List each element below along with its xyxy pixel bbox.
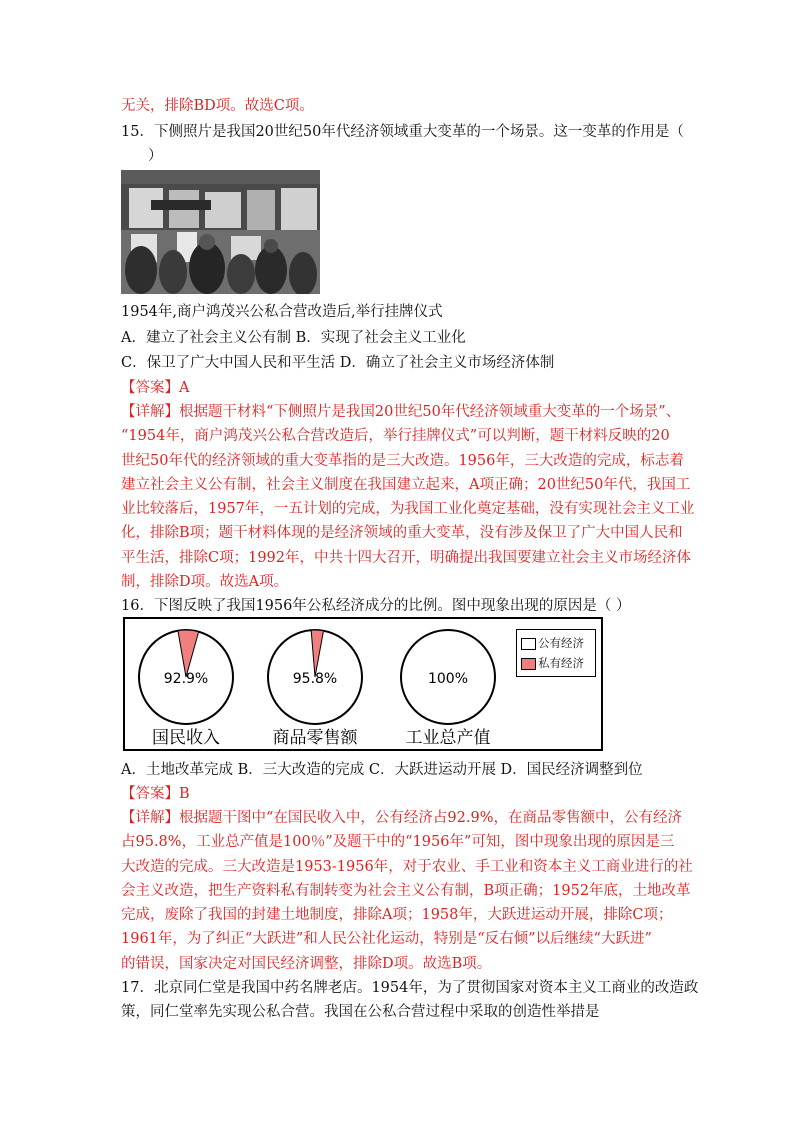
pie-industrial-output: [398, 627, 498, 727]
q17-stem-line: 17．北京同仁堂是我国中药名牌老店。1954年，为了贯彻国家对资本主义工商业的改造政: [121, 980, 699, 996]
legend-label: 私有经济: [538, 656, 584, 670]
q16-stem: 16．下图反映了我国1956年公私经济成分的比例。图中现象出现的原因是（ ）: [121, 598, 631, 614]
pie-category-label: 工业总产值: [405, 728, 491, 748]
q15-explain-line: 化，排除B项；题干材料体现的是经济领域的重大变革，没有涉及保卫了广大中国人民和: [121, 525, 683, 541]
q15-explain-line: 制，排除D项。故选A项。: [121, 574, 289, 590]
q16-explain-line: 【详解】根据题干图中“在国民收入中，公有经济占92.9%，在商品零售额中，公有经济: [121, 810, 682, 826]
q16-explain-line: 完成，废除了我国的封建土地制度，排除A项；1958年，大跃进运动开展，排除C项；: [121, 907, 673, 923]
legend-swatch-private: [521, 658, 536, 670]
q16-explain-line: 大改造的完成。三大改造是1953-1956年，对于农业、手工业和资本主义工商业进行的社: [121, 859, 693, 875]
pie-percent-label: 100%: [427, 671, 469, 687]
q15-stem-paren: ）: [148, 148, 163, 164]
q16-explain-line: 会主义改造，把生产资料私有制转变为社会主义公有制，B项正确；1952年底，土地改革: [121, 883, 691, 899]
legend-label: 公有经济: [538, 636, 584, 650]
q16-explain-line: 1961年，为了纠正“大跃进”和人民公社化运动，特别是“反右倾”以后继续“大跃进”: [121, 931, 652, 947]
legend-item-public: [521, 635, 584, 651]
q15-answer: 【答案】A: [121, 380, 190, 396]
q15-explain-line: 业比较落后，1957年，一五计划的完成，为我国工业化奠定基础，没有实现社会主义工业: [121, 501, 695, 517]
storefront-photo-image: [121, 170, 320, 294]
q15-stem: 15．下侧照片是我国20世纪50年代经济领域重大变革的一个场景。这一变革的作用是（: [121, 124, 684, 140]
q16-pie-chart-figure: [123, 617, 603, 751]
q15-explain-line: 平生活，排除C项；1992年，中共十四大召开，明确提出我国要建立社会主义市场经济体: [121, 550, 691, 566]
pie-percent-label: 92.9%: [163, 671, 209, 687]
pie-national-income: [136, 627, 236, 727]
q15-options-cd: C．保卫了广大中国人民和平生活 D．确立了社会主义市场经济体制: [121, 355, 555, 371]
q15-options-ab: A．建立了社会主义公有制 B．实现了社会主义工业化: [121, 330, 466, 346]
pie-retail-sales: [265, 627, 365, 727]
q15-explain-line: 【详解】根据题干材料“下侧照片是我国20世纪50年代经济领域重大变革的一个场景”、: [121, 404, 681, 420]
legend-item-private: [521, 655, 584, 671]
q16-explain-line: 的错误，国家决定对国民经济调整，排除D项。故选B项。: [121, 956, 492, 972]
q16-options: A．土地改革完成 B．三大改造的完成 C．大跃进运动开展 D．国民经济调整到位: [121, 762, 643, 778]
legend-swatch-public: [521, 638, 536, 650]
q17-stem-line: 策，同仁堂率先实现公私合营。我国在公私合营过程中采取的创造性举措是: [121, 1004, 600, 1020]
pie-category-label: 商品零售额: [272, 728, 358, 748]
q16-answer: 【答案】B: [121, 786, 190, 802]
q16-explain-line: 占95.8%，工业总产值是100％”及题干中的“1956年”可知，图中现象出现的原因是三: [121, 834, 675, 850]
pie-category-label: 国民收入: [152, 728, 220, 748]
q15-explain-line: 世纪50年代的经济领域的重大变革指的是三大改造。1956年，三大改造的完成，标志着: [121, 453, 684, 469]
q15-explain-line: “1954年，商户鸿茂兴公私合营改造后，举行挂牌仪式”可以判断，题干材料反映的20: [121, 428, 670, 444]
q15-photo-caption: 1954年,商户鸿茂兴公私合营改造后,举行挂牌仪式: [121, 304, 443, 320]
previous-answer-continuation: 无关，排除BD项。故选C项。: [121, 98, 314, 114]
q15-photo: [121, 170, 320, 294]
q15-explain-line: 建立社会主义公有制，社会主义制度在我国建立起来，A项正确；20世纪50年代，我国工: [121, 477, 691, 493]
pie-percent-label: 95.8%: [292, 671, 338, 687]
chart-legend: [516, 629, 596, 677]
